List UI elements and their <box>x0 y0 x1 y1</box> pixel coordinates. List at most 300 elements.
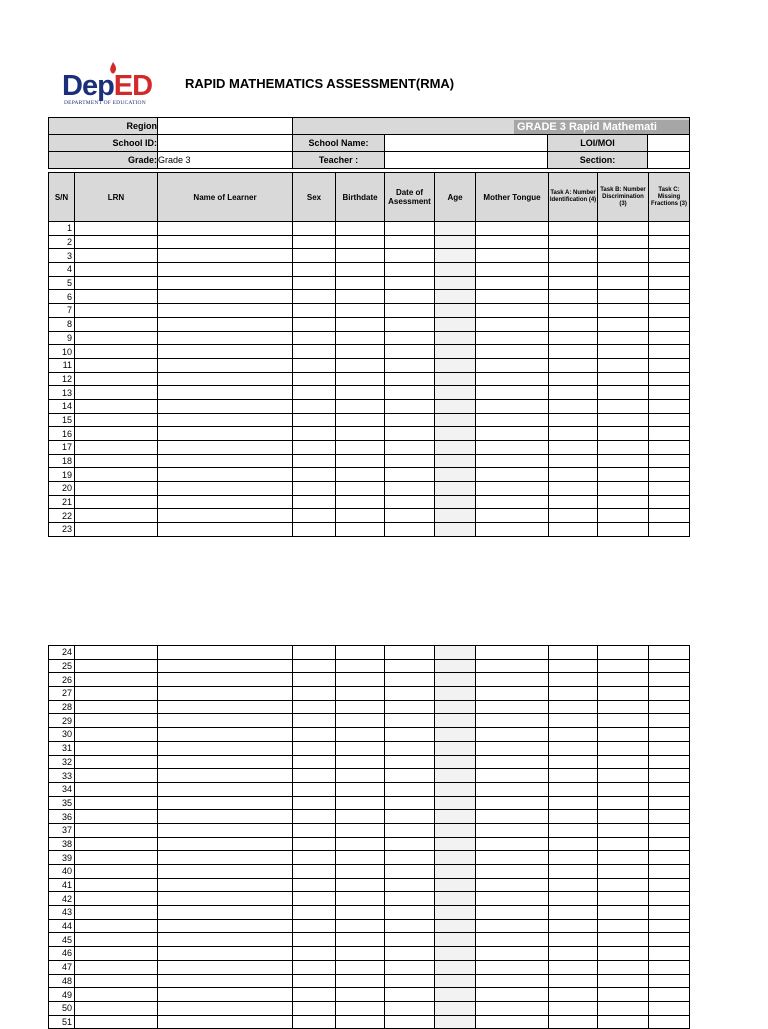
table-cell[interactable] <box>385 317 435 331</box>
table-cell[interactable] <box>336 509 385 523</box>
table-cell[interactable] <box>549 441 598 455</box>
table-cell[interactable] <box>549 222 598 236</box>
table-cell[interactable] <box>549 249 598 263</box>
table-cell[interactable] <box>476 331 549 345</box>
table-cell[interactable] <box>158 988 293 1002</box>
table-cell[interactable] <box>385 878 435 892</box>
table-cell[interactable] <box>385 331 435 345</box>
table-cell[interactable] <box>385 988 435 1002</box>
table-cell[interactable] <box>158 317 293 331</box>
table-cell[interactable] <box>476 659 549 673</box>
table-cell[interactable] <box>385 796 435 810</box>
table-cell[interactable] <box>549 304 598 318</box>
table-cell[interactable] <box>293 974 336 988</box>
table-cell[interactable] <box>549 331 598 345</box>
table-cell[interactable] <box>158 687 293 701</box>
table-cell[interactable] <box>549 317 598 331</box>
table-cell[interactable] <box>75 358 158 372</box>
table-cell[interactable] <box>598 358 649 372</box>
table-cell[interactable] <box>476 755 549 769</box>
table-cell[interactable] <box>598 427 649 441</box>
table-cell[interactable] <box>435 687 476 701</box>
table-cell[interactable] <box>435 865 476 879</box>
table-cell[interactable] <box>476 482 549 496</box>
table-cell[interactable] <box>649 947 690 961</box>
table-cell[interactable] <box>649 468 690 482</box>
table-cell[interactable] <box>75 441 158 455</box>
table-cell[interactable] <box>336 345 385 359</box>
table-cell[interactable] <box>75 509 158 523</box>
table-cell[interactable] <box>385 482 435 496</box>
table-cell[interactable] <box>649 1015 690 1029</box>
table-cell[interactable] <box>293 345 336 359</box>
table-cell[interactable] <box>435 482 476 496</box>
table-cell[interactable] <box>293 441 336 455</box>
table-cell[interactable] <box>293 769 336 783</box>
table-cell[interactable] <box>158 769 293 783</box>
table-cell[interactable] <box>385 427 435 441</box>
table-cell[interactable] <box>598 933 649 947</box>
table-cell[interactable] <box>293 933 336 947</box>
table-cell[interactable] <box>75 413 158 427</box>
table-cell[interactable] <box>549 974 598 988</box>
table-cell[interactable] <box>336 441 385 455</box>
table-cell[interactable] <box>75 810 158 824</box>
table-cell[interactable] <box>549 810 598 824</box>
table-cell[interactable] <box>435 646 476 660</box>
table-cell[interactable] <box>158 673 293 687</box>
table-cell[interactable] <box>549 988 598 1002</box>
table-cell[interactable] <box>75 700 158 714</box>
table-cell[interactable] <box>549 687 598 701</box>
table-cell[interactable] <box>549 659 598 673</box>
table-cell[interactable] <box>598 823 649 837</box>
table-cell[interactable] <box>75 796 158 810</box>
table-cell[interactable] <box>649 782 690 796</box>
table-cell[interactable] <box>293 892 336 906</box>
table-cell[interactable] <box>75 646 158 660</box>
table-cell[interactable] <box>385 413 435 427</box>
table-cell[interactable] <box>598 673 649 687</box>
table-cell[interactable] <box>385 659 435 673</box>
table-cell[interactable] <box>385 646 435 660</box>
table-cell[interactable] <box>75 495 158 509</box>
table-cell[interactable] <box>385 741 435 755</box>
table-cell[interactable] <box>293 1001 336 1015</box>
table-cell[interactable] <box>476 263 549 277</box>
table-cell[interactable] <box>649 523 690 537</box>
table-cell[interactable] <box>435 427 476 441</box>
table-cell[interactable] <box>336 687 385 701</box>
table-cell[interactable] <box>649 509 690 523</box>
table-cell[interactable] <box>336 755 385 769</box>
table-cell[interactable] <box>336 892 385 906</box>
table-cell[interactable] <box>476 714 549 728</box>
table-cell[interactable] <box>293 386 336 400</box>
table-cell[interactable] <box>336 276 385 290</box>
table-cell[interactable] <box>75 276 158 290</box>
table-cell[interactable] <box>336 413 385 427</box>
table-cell[interactable] <box>435 988 476 1002</box>
table-cell[interactable] <box>336 837 385 851</box>
table-cell[interactable] <box>598 988 649 1002</box>
table-cell[interactable] <box>649 372 690 386</box>
table-cell[interactable] <box>385 837 435 851</box>
table-cell[interactable] <box>336 399 385 413</box>
table-cell[interactable] <box>598 345 649 359</box>
table-cell[interactable] <box>75 906 158 920</box>
table-cell[interactable] <box>549 728 598 742</box>
table-cell[interactable] <box>75 714 158 728</box>
table-cell[interactable] <box>435 906 476 920</box>
table-cell[interactable] <box>336 823 385 837</box>
table-cell[interactable] <box>476 276 549 290</box>
table-cell[interactable] <box>385 769 435 783</box>
table-cell[interactable] <box>385 823 435 837</box>
table-cell[interactable] <box>549 646 598 660</box>
table-cell[interactable] <box>75 919 158 933</box>
table-cell[interactable] <box>476 878 549 892</box>
table-cell[interactable] <box>549 454 598 468</box>
table-cell[interactable] <box>476 974 549 988</box>
table-cell[interactable] <box>476 454 549 468</box>
table-cell[interactable] <box>476 1001 549 1015</box>
table-cell[interactable] <box>549 906 598 920</box>
grade-field[interactable]: Grade 3 <box>158 152 293 169</box>
teacher-field[interactable] <box>385 152 548 169</box>
table-cell[interactable] <box>598 700 649 714</box>
table-cell[interactable] <box>158 810 293 824</box>
table-cell[interactable] <box>649 878 690 892</box>
table-cell[interactable] <box>336 659 385 673</box>
table-cell[interactable] <box>649 837 690 851</box>
table-cell[interactable] <box>476 769 549 783</box>
table-cell[interactable] <box>336 878 385 892</box>
table-cell[interactable] <box>385 276 435 290</box>
table-cell[interactable] <box>476 823 549 837</box>
table-cell[interactable] <box>435 769 476 783</box>
table-cell[interactable] <box>75 345 158 359</box>
table-cell[interactable] <box>549 495 598 509</box>
table-cell[interactable] <box>549 1015 598 1029</box>
table-cell[interactable] <box>158 878 293 892</box>
table-cell[interactable] <box>293 646 336 660</box>
table-cell[interactable] <box>336 468 385 482</box>
table-cell[interactable] <box>598 304 649 318</box>
table-cell[interactable] <box>75 386 158 400</box>
table-cell[interactable] <box>158 851 293 865</box>
table-cell[interactable] <box>649 796 690 810</box>
table-cell[interactable] <box>435 837 476 851</box>
table-cell[interactable] <box>649 222 690 236</box>
table-cell[interactable] <box>649 714 690 728</box>
table-cell[interactable] <box>476 509 549 523</box>
table-cell[interactable] <box>158 468 293 482</box>
table-cell[interactable] <box>293 988 336 1002</box>
table-cell[interactable] <box>385 687 435 701</box>
table-cell[interactable] <box>336 1001 385 1015</box>
table-cell[interactable] <box>336 974 385 988</box>
table-cell[interactable] <box>649 906 690 920</box>
table-cell[interactable] <box>598 509 649 523</box>
table-cell[interactable] <box>385 960 435 974</box>
table-cell[interactable] <box>385 673 435 687</box>
table-cell[interactable] <box>598 317 649 331</box>
table-cell[interactable] <box>385 906 435 920</box>
table-cell[interactable] <box>75 933 158 947</box>
table-cell[interactable] <box>75 523 158 537</box>
table-cell[interactable] <box>75 1001 158 1015</box>
table-cell[interactable] <box>649 892 690 906</box>
table-cell[interactable] <box>649 290 690 304</box>
table-cell[interactable] <box>435 892 476 906</box>
table-cell[interactable] <box>649 413 690 427</box>
table-cell[interactable] <box>158 263 293 277</box>
table-cell[interactable] <box>435 222 476 236</box>
table-cell[interactable] <box>649 974 690 988</box>
table-cell[interactable] <box>598 646 649 660</box>
table-cell[interactable] <box>598 263 649 277</box>
table-cell[interactable] <box>598 482 649 496</box>
table-cell[interactable] <box>158 892 293 906</box>
table-cell[interactable] <box>385 865 435 879</box>
table-cell[interactable] <box>435 304 476 318</box>
table-cell[interactable] <box>75 960 158 974</box>
table-cell[interactable] <box>385 728 435 742</box>
table-cell[interactable] <box>293 865 336 879</box>
table-cell[interactable] <box>293 482 336 496</box>
table-cell[interactable] <box>75 263 158 277</box>
table-cell[interactable] <box>598 892 649 906</box>
table-cell[interactable] <box>549 741 598 755</box>
table-cell[interactable] <box>158 741 293 755</box>
table-cell[interactable] <box>385 399 435 413</box>
table-cell[interactable] <box>293 810 336 824</box>
table-cell[interactable] <box>158 304 293 318</box>
table-cell[interactable] <box>476 960 549 974</box>
table-cell[interactable] <box>549 960 598 974</box>
table-cell[interactable] <box>549 399 598 413</box>
table-cell[interactable] <box>293 960 336 974</box>
table-cell[interactable] <box>549 865 598 879</box>
table-cell[interactable] <box>435 947 476 961</box>
table-cell[interactable] <box>336 796 385 810</box>
table-cell[interactable] <box>435 851 476 865</box>
table-cell[interactable] <box>158 782 293 796</box>
table-cell[interactable] <box>476 304 549 318</box>
table-cell[interactable] <box>598 851 649 865</box>
table-cell[interactable] <box>649 454 690 468</box>
table-cell[interactable] <box>158 960 293 974</box>
table-cell[interactable] <box>435 468 476 482</box>
table-cell[interactable] <box>435 441 476 455</box>
table-cell[interactable] <box>549 700 598 714</box>
table-cell[interactable] <box>649 304 690 318</box>
table-cell[interactable] <box>385 372 435 386</box>
table-cell[interactable] <box>158 659 293 673</box>
table-cell[interactable] <box>598 276 649 290</box>
table-cell[interactable] <box>649 495 690 509</box>
table-cell[interactable] <box>336 728 385 742</box>
table-cell[interactable] <box>385 495 435 509</box>
table-cell[interactable] <box>158 386 293 400</box>
table-cell[interactable] <box>158 495 293 509</box>
table-cell[interactable] <box>598 878 649 892</box>
table-cell[interactable] <box>649 263 690 277</box>
table-cell[interactable] <box>158 728 293 742</box>
table-cell[interactable] <box>336 358 385 372</box>
table-cell[interactable] <box>293 906 336 920</box>
table-cell[interactable] <box>435 919 476 933</box>
table-cell[interactable] <box>549 947 598 961</box>
table-cell[interactable] <box>598 468 649 482</box>
table-cell[interactable] <box>158 796 293 810</box>
table-cell[interactable] <box>385 974 435 988</box>
table-cell[interactable] <box>75 769 158 783</box>
table-cell[interactable] <box>293 700 336 714</box>
table-cell[interactable] <box>158 441 293 455</box>
table-cell[interactable] <box>158 714 293 728</box>
table-cell[interactable] <box>336 427 385 441</box>
table-cell[interactable] <box>435 974 476 988</box>
table-cell[interactable] <box>649 919 690 933</box>
table-cell[interactable] <box>158 1015 293 1029</box>
table-cell[interactable] <box>476 673 549 687</box>
table-cell[interactable] <box>549 413 598 427</box>
table-cell[interactable] <box>476 741 549 755</box>
table-cell[interactable] <box>476 933 549 947</box>
table-cell[interactable] <box>336 960 385 974</box>
table-cell[interactable] <box>598 1015 649 1029</box>
table-cell[interactable] <box>75 317 158 331</box>
table-cell[interactable] <box>435 523 476 537</box>
table-cell[interactable] <box>336 317 385 331</box>
table-cell[interactable] <box>549 796 598 810</box>
table-cell[interactable] <box>293 728 336 742</box>
table-cell[interactable] <box>649 851 690 865</box>
table-cell[interactable] <box>293 878 336 892</box>
table-cell[interactable] <box>435 358 476 372</box>
loi-moi-field[interactable] <box>648 135 690 152</box>
table-cell[interactable] <box>598 413 649 427</box>
table-cell[interactable] <box>598 755 649 769</box>
table-cell[interactable] <box>336 1015 385 1029</box>
table-cell[interactable] <box>649 933 690 947</box>
table-cell[interactable] <box>598 454 649 468</box>
table-cell[interactable] <box>75 728 158 742</box>
table-cell[interactable] <box>476 1015 549 1029</box>
table-cell[interactable] <box>293 919 336 933</box>
table-cell[interactable] <box>476 810 549 824</box>
table-cell[interactable] <box>75 372 158 386</box>
table-cell[interactable] <box>649 741 690 755</box>
table-cell[interactable] <box>549 673 598 687</box>
table-cell[interactable] <box>293 796 336 810</box>
table-cell[interactable] <box>293 331 336 345</box>
table-cell[interactable] <box>649 317 690 331</box>
table-cell[interactable] <box>549 509 598 523</box>
table-cell[interactable] <box>549 290 598 304</box>
table-cell[interactable] <box>336 947 385 961</box>
table-cell[interactable] <box>549 878 598 892</box>
table-cell[interactable] <box>385 304 435 318</box>
table-cell[interactable] <box>75 974 158 988</box>
table-cell[interactable] <box>549 468 598 482</box>
table-cell[interactable] <box>293 947 336 961</box>
table-cell[interactable] <box>476 441 549 455</box>
table-cell[interactable] <box>336 700 385 714</box>
table-cell[interactable] <box>336 933 385 947</box>
table-cell[interactable] <box>385 755 435 769</box>
table-cell[interactable] <box>336 988 385 1002</box>
table-cell[interactable] <box>385 810 435 824</box>
table-cell[interactable] <box>293 741 336 755</box>
table-cell[interactable] <box>158 331 293 345</box>
table-cell[interactable] <box>293 755 336 769</box>
table-cell[interactable] <box>435 796 476 810</box>
table-cell[interactable] <box>385 700 435 714</box>
table-cell[interactable] <box>649 276 690 290</box>
table-cell[interactable] <box>649 810 690 824</box>
table-cell[interactable] <box>598 659 649 673</box>
table-cell[interactable] <box>598 495 649 509</box>
table-cell[interactable] <box>293 454 336 468</box>
table-cell[interactable] <box>476 345 549 359</box>
table-cell[interactable] <box>293 509 336 523</box>
table-cell[interactable] <box>435 509 476 523</box>
school-id-field[interactable] <box>158 135 293 152</box>
table-cell[interactable] <box>385 523 435 537</box>
table-cell[interactable] <box>598 865 649 879</box>
table-cell[interactable] <box>75 290 158 304</box>
table-cell[interactable] <box>649 769 690 783</box>
table-cell[interactable] <box>435 290 476 304</box>
table-cell[interactable] <box>549 1001 598 1015</box>
table-cell[interactable] <box>293 263 336 277</box>
table-cell[interactable] <box>158 482 293 496</box>
table-cell[interactable] <box>336 810 385 824</box>
table-cell[interactable] <box>385 919 435 933</box>
table-cell[interactable] <box>549 523 598 537</box>
table-cell[interactable] <box>293 673 336 687</box>
table-cell[interactable] <box>476 728 549 742</box>
table-cell[interactable] <box>293 823 336 837</box>
table-cell[interactable] <box>649 960 690 974</box>
table-cell[interactable] <box>598 960 649 974</box>
table-cell[interactable] <box>158 974 293 988</box>
table-cell[interactable] <box>435 345 476 359</box>
table-cell[interactable] <box>435 331 476 345</box>
table-cell[interactable] <box>598 782 649 796</box>
table-cell[interactable] <box>158 947 293 961</box>
table-cell[interactable] <box>598 1001 649 1015</box>
table-cell[interactable] <box>293 782 336 796</box>
table-cell[interactable] <box>75 782 158 796</box>
table-cell[interactable] <box>158 919 293 933</box>
table-cell[interactable] <box>158 865 293 879</box>
table-cell[interactable] <box>385 454 435 468</box>
table-cell[interactable] <box>549 263 598 277</box>
table-cell[interactable] <box>158 399 293 413</box>
table-cell[interactable] <box>476 687 549 701</box>
table-cell[interactable] <box>435 1015 476 1029</box>
table-cell[interactable] <box>158 523 293 537</box>
table-cell[interactable] <box>549 345 598 359</box>
table-cell[interactable] <box>598 919 649 933</box>
table-cell[interactable] <box>75 878 158 892</box>
table-cell[interactable] <box>75 427 158 441</box>
table-cell[interactable] <box>158 906 293 920</box>
